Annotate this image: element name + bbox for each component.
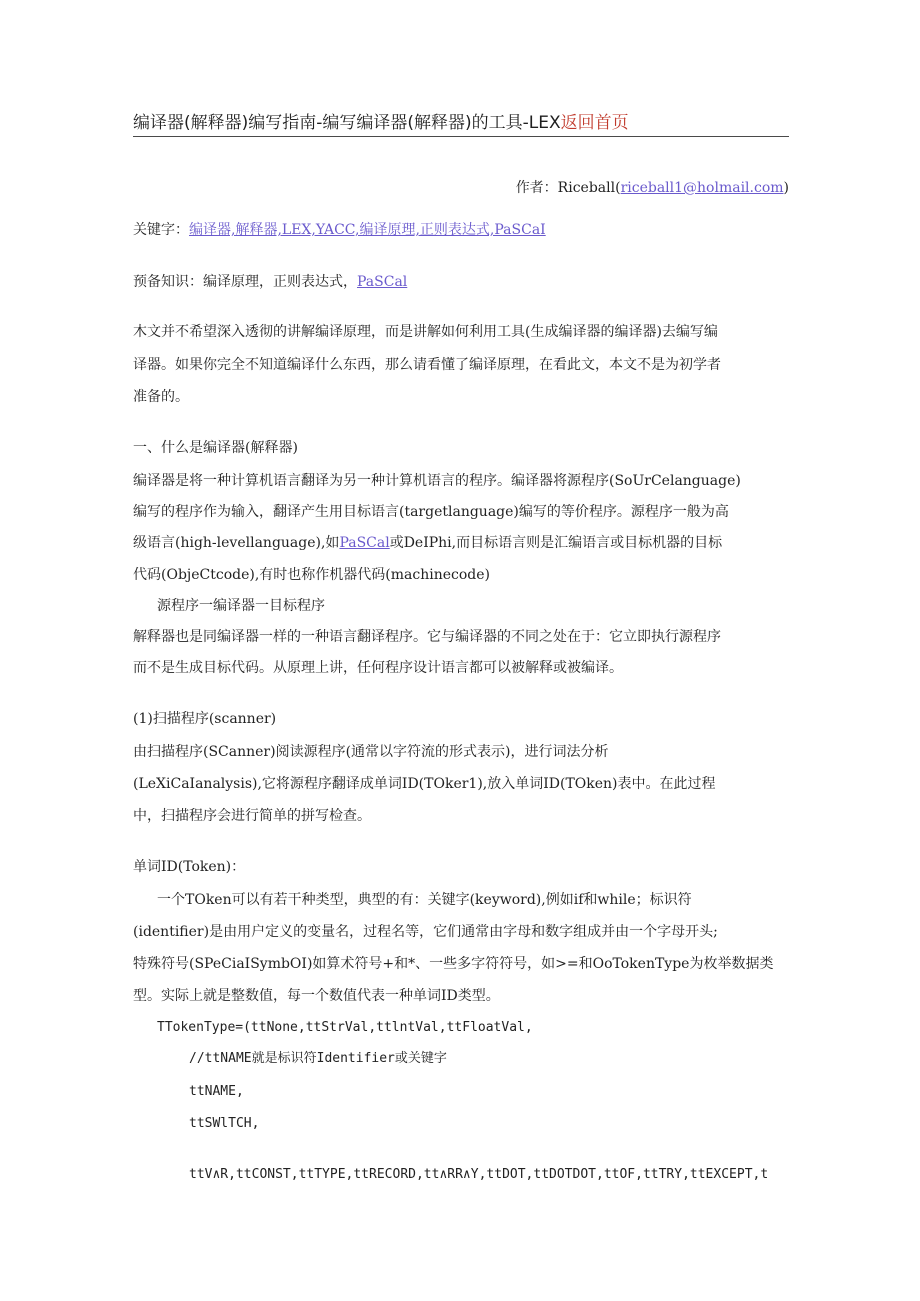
keywords-label: 关键字： <box>133 222 189 238</box>
token-line-2: (identifier)是由用户定义的变量名，过程名等，它们通常由字母和数字组成并由一个字母开头; <box>133 924 718 940</box>
compile-flow: 源程序一编译器一目标程序 <box>157 598 325 614</box>
code-line-4: ttSWlTCH, <box>189 1116 260 1131</box>
section1-heading: 一、什么是编译器(解释器) <box>133 440 298 456</box>
code-line-3: ttNAME, <box>189 1084 244 1099</box>
prereq-label: 预备知识：编译原理，正则表达式， <box>133 274 357 290</box>
scanner-line-2: (LeXiCaIanalysis),它将源程序翻译成单词ID(TOker1),放入单词ID(TOken)表中。在此过程 <box>133 776 716 792</box>
token-heading: 单词ID(Token)： <box>133 859 246 875</box>
author-suffix: ) <box>783 180 789 196</box>
section1-line-3a: 级语言(high-levellanguage),如 <box>133 535 340 551</box>
section1-line-4: 代码(ObjeCtcode),有时也称作机器代码(machinecode) <box>133 567 490 583</box>
home-link[interactable]: 返回首页 <box>560 113 629 133</box>
section1-line-3b: 或DeIPhi,而目标语言则是汇编语言或目标机器的目标 <box>389 535 723 551</box>
keywords-link[interactable]: 编译器,解释器,LEX,YACC,编译原理,正则表达式,PaSCaI <box>189 222 546 238</box>
scanner-line-3: 中，扫描程序会进行简单的拼写检查。 <box>133 808 371 824</box>
code-line-1: TTokenType=(ttNone,ttStrVal,ttlntVal,ttFloatVal, <box>157 1020 533 1035</box>
intro-line-2: 译器。如果你完全不知道编译什么东西，那么请看懂了编译原理，在看此文，本文不是为初学者 <box>133 357 721 373</box>
section1-line-2: 编写的程序作为输入，翻译产生用目标语言(targetlanguage)编写的等价程序。源程序一般为高 <box>133 504 729 520</box>
intro-line-1: 木文并不希望深入透彻的讲解编译原理，而是讲解如何利用工具(生成编译器的编译器)去编写编 <box>133 324 718 340</box>
prereq-link[interactable]: PaSCal <box>357 274 408 290</box>
section1-line-6: 而不是生成目标代码。从原理上讲，任何程序设计语言都可以被解释或被编译。 <box>133 660 623 676</box>
section1-line-1: 编译器是将一种计算机语言翻译为另一种计算机语言的程序。编译器将源程序(SoUrCelanguage) <box>133 473 741 489</box>
token-line-4: 型。实际上就是整数值，每一个数值代表一种单词ID类型。 <box>133 988 500 1004</box>
scanner-line-1: 由扫描程序(SCanner)阅读源程序(通常以字符流的形式表示)，进行词法分析 <box>133 744 609 760</box>
token-line-1: 一个TOken可以有若干种类型，典型的有：关键字(keyword),例如if和while；标识符 <box>157 892 692 908</box>
author-prefix: 作者：Riceball( <box>515 180 621 196</box>
code-line-2: //ttNAME就是标识符Identifier或关键字 <box>189 1051 447 1066</box>
page-title <box>133 110 789 137</box>
intro-line-3: 准备的。 <box>133 389 189 405</box>
token-line-3: 特殊符号(SPeCiaISymbOI)如算术符号+和*、一些多字符符号，如>=和OoTokenType为枚举数据类 <box>133 956 774 972</box>
section1-line-3 <box>133 533 722 553</box>
scanner-heading: (1)扫描程序(scanner) <box>133 711 277 727</box>
keywords-line <box>133 220 546 240</box>
prereq-line <box>133 272 407 292</box>
author-email-link[interactable]: riceball1@holmail.com <box>620 180 784 196</box>
code-line-5: ttV∧R,ttCONST,ttTYPE,ttRECORD,tt∧RR∧Y,ttDOT,ttDOTDOT,ttOF,ttTRY,ttEXCEPT,t <box>189 1167 769 1182</box>
author-line <box>516 178 789 198</box>
title-text: 编译器(解释器)编写指南-编写编译器(解释器)的工具-LEX <box>133 113 561 133</box>
pascal-link[interactable]: PaSCal <box>339 535 390 551</box>
section1-line-5: 解释器也是同编译器一样的一种语言翻译程序。它与编译器的不同之处在于：它立即执行源程序 <box>133 629 721 645</box>
